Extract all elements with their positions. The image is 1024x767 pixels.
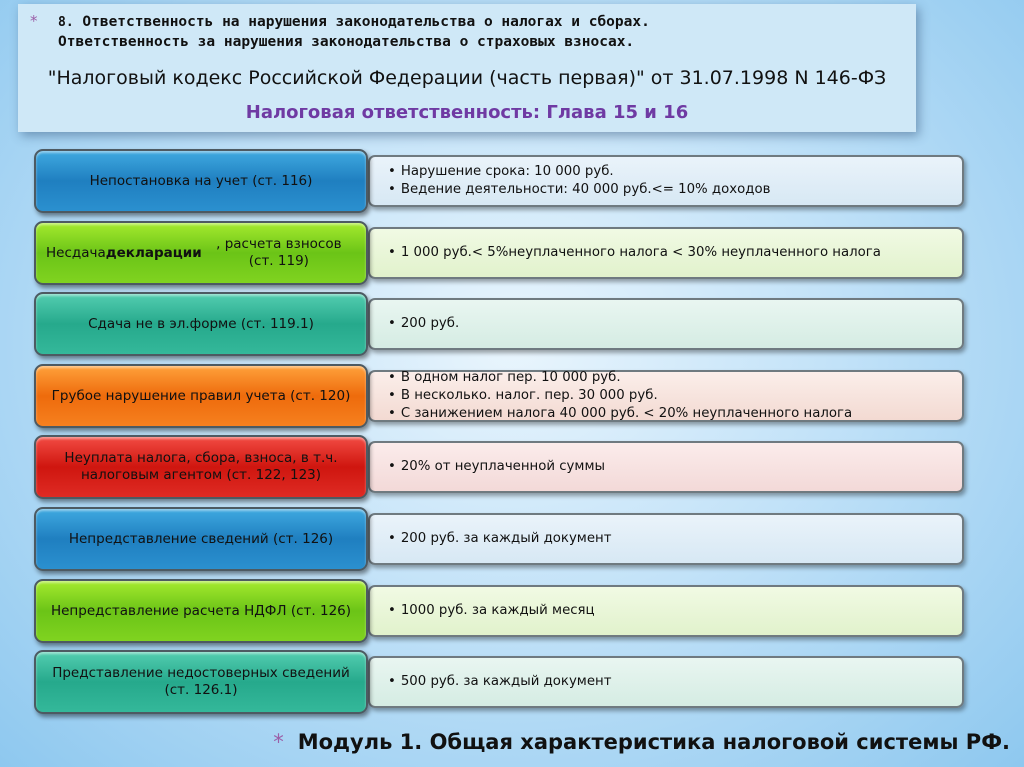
- penalty-list: [368, 585, 964, 637]
- liability-row: [0, 364, 1024, 430]
- violation-label: Непредставление расчета НДФЛ (ст. 126): [34, 579, 368, 643]
- penalty-list: [368, 155, 964, 207]
- penalty-item: • 200 руб.: [398, 315, 962, 333]
- penalty-list: [368, 441, 964, 493]
- title-line-2: Ответственность за нарушения законодательства о страховых взносах.: [58, 34, 635, 50]
- violation-label: Непредставление сведений (ст. 126): [34, 507, 368, 571]
- penalty-list: [368, 370, 964, 422]
- penalty-list: [368, 298, 964, 350]
- liability-row: [0, 149, 1024, 215]
- penalty-item: • С занижением налога 40 000 руб. < 20% неуплаченного налога: [398, 405, 962, 423]
- liability-row: [0, 579, 1024, 645]
- penalty-item: • Ведение деятельности: 40 000 руб.<= 10% доходов: [398, 181, 962, 199]
- violation-label: Сдача не в эл.форме (ст. 119.1): [34, 292, 368, 356]
- title-panel: [18, 4, 916, 132]
- bullet-star-icon: *: [30, 12, 38, 30]
- penalty-item: • Нарушение срока: 10 000 руб.: [398, 163, 962, 181]
- chapter-subtitle: Налоговая ответственность: Глава 15 и 16: [245, 102, 689, 123]
- penalty-item: • 1 000 руб.< 5%неуплаченного налога < 30% неуплаченного налога: [398, 244, 962, 262]
- liability-row: [0, 292, 1024, 358]
- footer-star-icon: *: [273, 730, 284, 754]
- penalty-item: • В несколько. налог. пер. 30 000 руб.: [398, 387, 962, 405]
- liability-row: [0, 650, 1024, 716]
- penalty-item: • 200 руб. за каждый документ: [398, 530, 962, 548]
- violation-label: Несдача декларации , расчета взносов (ст. 119): [34, 221, 368, 285]
- violation-label: Представление недостоверных сведений (ст. 126.1): [34, 650, 368, 714]
- liability-row: [0, 507, 1024, 573]
- penalty-item: • 1000 руб. за каждый месяц: [398, 602, 962, 620]
- footer-title: Модуль 1. Общая характеристика налоговой системы РФ.: [297, 730, 1010, 754]
- penalty-list: [368, 656, 964, 708]
- tax-code-reference: "Налоговый кодекс Российской Федерации (часть первая)" от 31.07.1998 N 146-ФЗ: [47, 67, 887, 89]
- penalty-item: • 20% от неуплаченной суммы: [398, 458, 962, 476]
- penalty-list: [368, 227, 964, 279]
- penalty-item: • 500 руб. за каждый документ: [398, 673, 962, 691]
- liability-row: [0, 221, 1024, 287]
- item-number: 8.: [58, 15, 74, 30]
- penalty-item: • В одном налог пер. 10 000 руб.: [398, 369, 962, 387]
- title-line-1: [58, 14, 650, 30]
- violation-label: Непостановка на учет (ст. 116): [34, 149, 368, 213]
- slide-footer: [273, 730, 1010, 754]
- violation-label: Грубое нарушение правил учета (ст. 120): [34, 364, 368, 428]
- penalty-list: [368, 513, 964, 565]
- violation-label: Неуплата налога, сбора, взноса, в т.ч. налоговым агентом (ст. 122, 123): [34, 435, 368, 499]
- liability-row: [0, 435, 1024, 501]
- title-line-1-text: Ответственность на нарушения законодательства о налогах и сборах.: [82, 14, 650, 30]
